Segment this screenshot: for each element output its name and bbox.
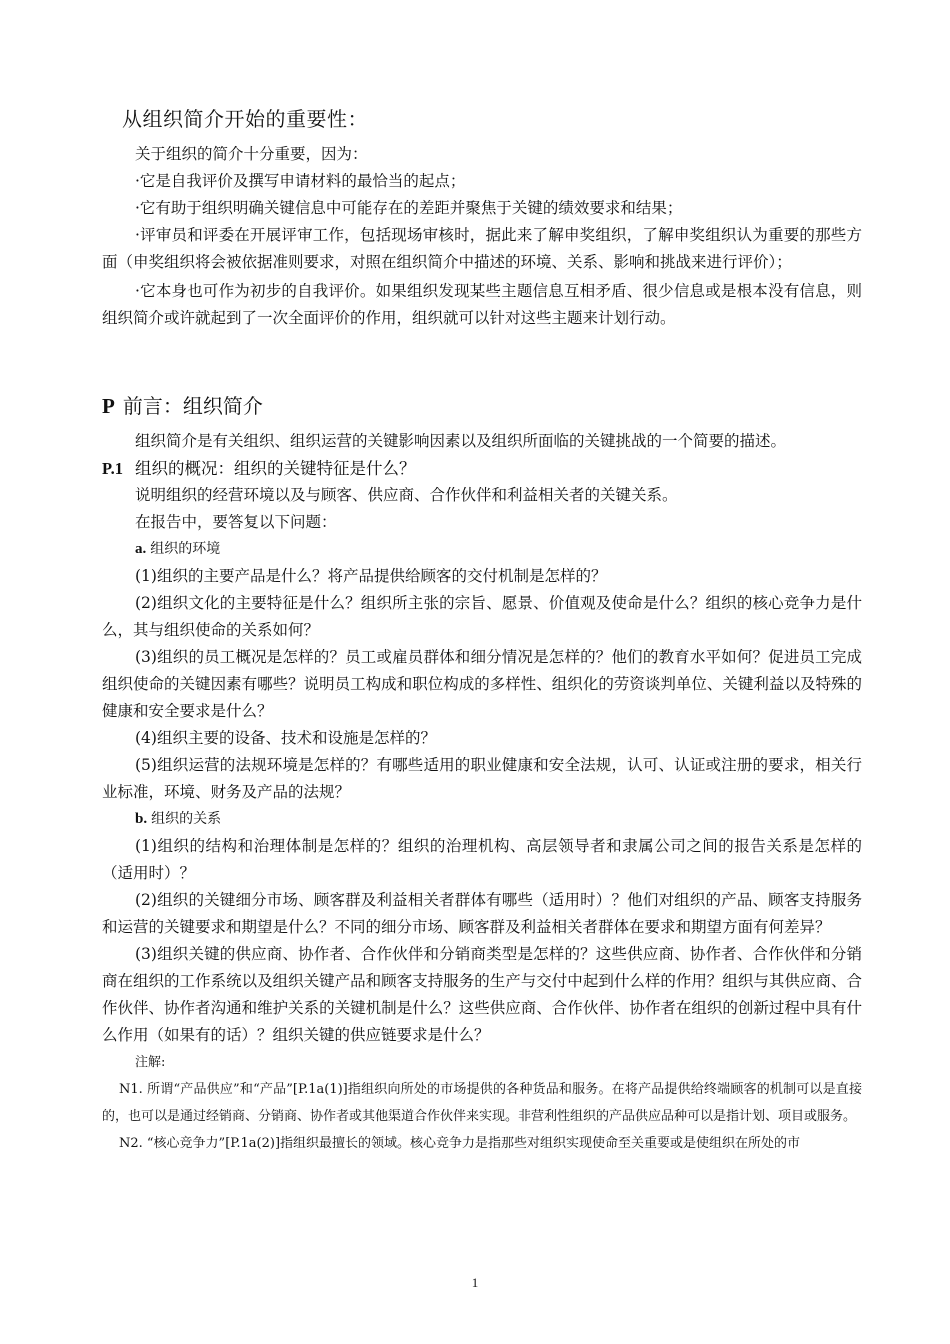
item-b-title: 组织的关系 [151, 811, 222, 827]
notes-label: 注解: [135, 1055, 166, 1070]
intro-paragraph: ·评审员和评委在开展评审工作，包括现场审核时，据此来了解申奖组织，了解申奖组织认为重要的那些方面（申奖组织将会被依据准则要求，对照在组织简介中描述的环境、关系、影响和挑战来进行评价）； [102, 226, 862, 271]
subsection-description: 说明组织的经营环境以及与顾客、供应商、合作伙伴和利益相关者的关键关系。 [135, 486, 678, 504]
question-item: (3)组织关键的供应商、协作者、合作伙伴和分销商类型是怎样的？这些供应商、协作者、合作伙伴和分销商在组织的工作系统以及组织关键产品和顾客支持服务的生产与交付中起到什么样的作用？组织与其供应商、合作伙伴、协作者沟通和维护关系的关键机制是什么？这些供应商、合作伙伴、协作者在组织的创新过程中具有什么作用（如果有的话）？组织关键的供应链要求是什么？ [102, 945, 862, 1044]
item-a-heading [102, 536, 862, 563]
question-item: (2)组织的关键细分市场、顾客群及利益相关者群体有哪些（适用时）？他们对组织的产品、顾客支持服务和运营的关键要求和期望是什么？不同的细分市场、顾客群及利益相关者群体在要求和期望方面有何差异？ [102, 891, 862, 936]
notes-block [102, 1049, 862, 1157]
intro-paragraph: ·它是自我评价及撰写申请材料的最恰当的起点； [135, 172, 466, 190]
item-a-label: a. [135, 541, 147, 557]
question-item: (2)组织文化的主要特征是什么？组织所主张的宗旨、愿景、价值观及使命是什么？组织的核心竞争力是什么，其与组织使命的关系如何？ [102, 594, 862, 639]
item-b-heading [102, 806, 862, 833]
note-item: N1. 所谓“产品供应”和“产品”[P.1a(1)]指组织向所处的市场提供的各种货品和服务。在将产品提供给终端顾客的机制可以是直接的，也可以是通过经销商、分销商、协作者或其他渠道合作伙伴来实现。非营利性组织的产品供应品种可以是指计划、项目或服务。 [102, 1082, 862, 1124]
section-lead: 组织简介是有关组织、组织运营的关键影响因素以及组织所面临的关键挑战的一个简要的描述。 [135, 432, 787, 450]
question-item: (1)组织的主要产品是什么？将产品提供给顾客的交付机制是怎样的？ [135, 567, 607, 585]
section-heading [102, 390, 263, 419]
intro-paragraph: ·它本身也可作为初步的自我评价。如果组织发现某些主题信息互相矛盾、很少信息或是根本没有信息，则组织简介或许就起到了一次全面评价的作用，组织就可以针对这些主题来计划行动。 [102, 282, 862, 327]
page-number: 1 [471, 1275, 479, 1290]
question-item: (3)组织的员工概况是怎样的？员工或雇员群体和细分情况是怎样的？他们的教育水平如何？促进员工完成组织使命的关键因素有哪些？说明员工构成和职位构成的多样性、组织化的劳资谈判单位、关键利益以及特殊的健康和安全要求是什么？ [102, 648, 862, 720]
note-item: N2. “核心竞争力”[P.1a(2)]指组织最擅长的领域。核心竞争力是指那些对组织实现使命至关重要或是使组织在所处的市 [119, 1136, 801, 1151]
intro-heading: 从组织简介开始的重要性： [122, 107, 368, 131]
question-item: (4)组织主要的设备、技术和设施是怎样的？ [135, 729, 436, 747]
intro-paragraph: ·它有助于组织明确关键信息中可能存在的差距并聚焦于关键的绩效要求和结果； [135, 199, 683, 217]
intro-body [102, 141, 862, 332]
section-body [102, 428, 862, 1157]
question-item: (5)组织运营的法规环境是怎样的？有哪些适用的职业健康和安全法规，认可、认证或注册的要求，相关行业标准，环境、财务及产品的法规？ [102, 756, 862, 801]
item-b-label: b. [135, 811, 148, 827]
question-item: (1)组织的结构和治理体制是怎样的？组织的治理机构、高层领导者和隶属公司之间的报告关系是怎样的（适用时）？ [102, 837, 862, 882]
subsection-title: 组织的概况：组织的关键特征是什么？ [134, 459, 416, 478]
item-a-title: 组织的环境 [150, 541, 221, 557]
section-code: P [102, 394, 115, 418]
subsection-instruction: 在报告中，要答复以下问题： [135, 513, 337, 531]
subsection-code: P.1 [102, 459, 123, 478]
intro-paragraph: 关于组织的简介十分重要，因为： [135, 145, 368, 163]
section-title: 前言：组织简介 [122, 394, 263, 418]
subsection-heading [102, 455, 862, 482]
